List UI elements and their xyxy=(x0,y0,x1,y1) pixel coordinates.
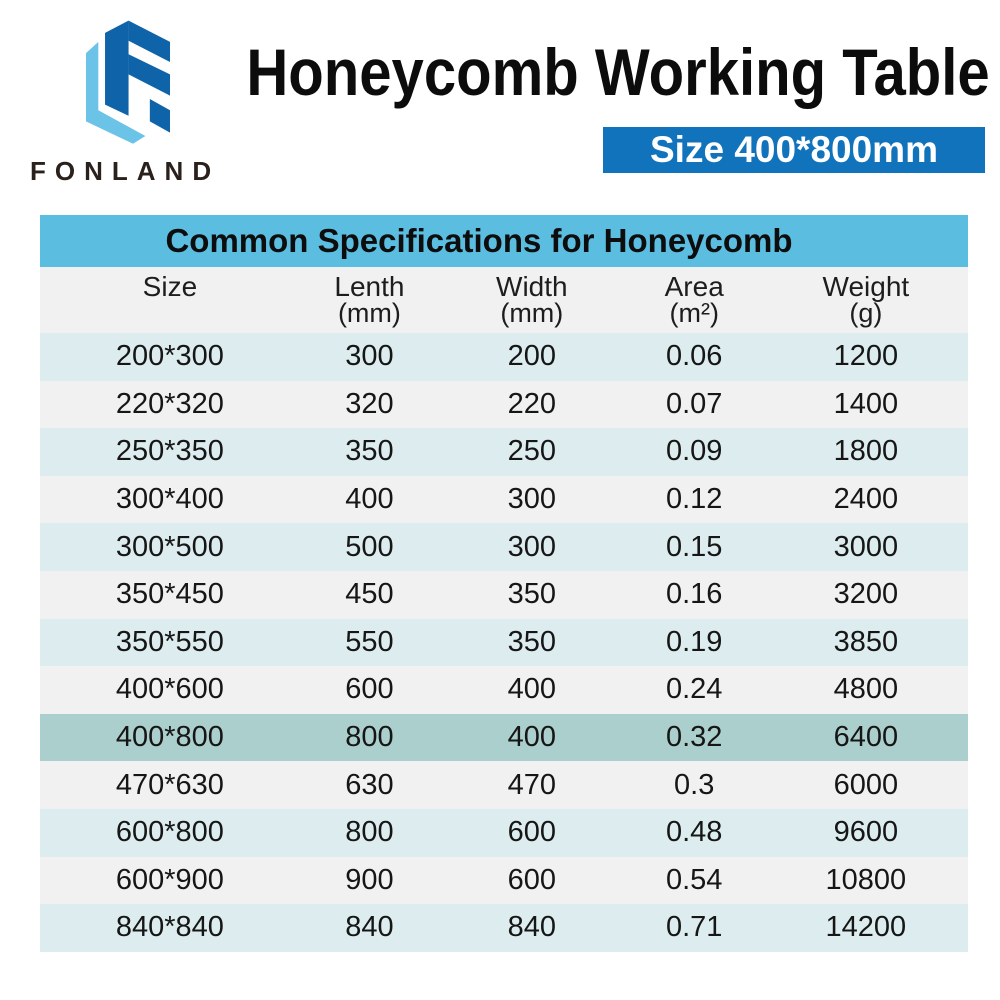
table-cell: 500 xyxy=(345,530,394,563)
table-cell: 220 xyxy=(507,387,556,420)
table-cell: 3200 xyxy=(833,578,899,611)
table-cell: 350 xyxy=(345,435,394,468)
column-header: Size xyxy=(142,271,198,302)
table-cell: 0.24 xyxy=(665,673,723,706)
table-cell: 630 xyxy=(345,768,394,801)
table-row xyxy=(40,571,968,619)
table-cell: 400*800 xyxy=(115,721,224,754)
table-cell: 300*500 xyxy=(115,530,224,563)
table-cell: 450 xyxy=(345,578,394,611)
table-cell: 550 xyxy=(345,625,394,658)
table-cell: 0.09 xyxy=(665,435,723,468)
table-cell: 2400 xyxy=(833,483,899,516)
table-cell: 600*900 xyxy=(115,863,224,896)
table-cell: 10800 xyxy=(825,863,907,896)
table-cell: 400 xyxy=(507,721,556,754)
table-cell: 1400 xyxy=(833,387,899,420)
table-cell: 6400 xyxy=(833,721,899,754)
page-title: Honeycomb Working Table xyxy=(246,35,990,109)
table-cell: 0.06 xyxy=(665,340,723,373)
table-row xyxy=(40,809,968,857)
table-cell: 0.07 xyxy=(665,387,723,420)
table-cell: 350 xyxy=(507,625,556,658)
table-cell: 400 xyxy=(345,483,394,516)
table-cell: 3850 xyxy=(833,625,899,658)
table-cell: 600 xyxy=(507,816,556,849)
table-row xyxy=(40,381,968,429)
table-cell: 600 xyxy=(507,863,556,896)
table-cell: 250*350 xyxy=(115,435,224,468)
table-cell: 350*450 xyxy=(115,578,224,611)
table-row xyxy=(40,666,968,714)
table-cell: 0.19 xyxy=(665,625,723,658)
table-cell: 840*840 xyxy=(115,911,224,944)
table-cell: 470 xyxy=(507,768,556,801)
table-cell: 300*400 xyxy=(115,483,224,516)
column-header: Weight (g) xyxy=(822,271,910,328)
table-cell: 6000 xyxy=(833,768,899,801)
table-cell: 1200 xyxy=(833,340,899,373)
table-cell: 470*630 xyxy=(115,768,224,801)
column-header: Area (m²) xyxy=(664,271,724,328)
table-cell: 800 xyxy=(345,816,394,849)
table-cell: 300 xyxy=(507,483,556,516)
table-cell: 300 xyxy=(345,340,394,373)
table-cell: 800 xyxy=(345,721,394,754)
table-cell: 0.12 xyxy=(665,483,723,516)
table-cell: 9600 xyxy=(833,816,899,849)
table-row xyxy=(40,857,968,905)
column-header: Lenth (mm) xyxy=(334,271,405,328)
table-cell: 4800 xyxy=(833,673,899,706)
table-cell: 840 xyxy=(507,911,556,944)
table-cell: 0.71 xyxy=(665,911,723,944)
table-row xyxy=(40,619,968,667)
table-cell: 220*320 xyxy=(115,387,224,420)
table-cell: 320 xyxy=(345,387,394,420)
table-cell: 0.3 xyxy=(674,768,715,801)
table-cell: 200*300 xyxy=(115,340,224,373)
table-cell: 0.16 xyxy=(665,578,723,611)
table-title: Common Specifications for Honeycomb xyxy=(40,215,968,267)
column-header-row xyxy=(40,267,968,333)
table-cell: 0.54 xyxy=(665,863,723,896)
table-cell: 600*800 xyxy=(115,816,224,849)
table-row xyxy=(40,714,968,762)
table-cell: 200 xyxy=(507,340,556,373)
table-cell: 3000 xyxy=(833,530,899,563)
table-cell: 1800 xyxy=(833,435,899,468)
table-cell: 0.32 xyxy=(665,721,723,754)
table-row xyxy=(40,333,968,381)
fonland-logo-icon xyxy=(68,15,188,155)
table-row xyxy=(40,523,968,571)
brand-name: FONLAND xyxy=(30,156,221,186)
table-cell: 300 xyxy=(507,530,556,563)
table-cell: 350 xyxy=(507,578,556,611)
table-row xyxy=(40,761,968,809)
column-header: Width (mm) xyxy=(496,271,568,328)
table-cell: 400 xyxy=(507,673,556,706)
table-cell: 0.15 xyxy=(665,530,723,563)
table-cell: 14200 xyxy=(825,911,907,944)
table-cell: 250 xyxy=(507,435,556,468)
table-row xyxy=(40,428,968,476)
size-badge: Size 400*800mm xyxy=(603,127,985,173)
table-cell: 900 xyxy=(345,863,394,896)
spec-table xyxy=(40,215,968,952)
table-cell: 0.48 xyxy=(665,816,723,849)
table-body xyxy=(40,333,968,952)
table-cell: 600 xyxy=(345,673,394,706)
table-row xyxy=(40,904,968,952)
table-row xyxy=(40,476,968,524)
table-cell: 400*600 xyxy=(115,673,224,706)
table-cell: 840 xyxy=(345,911,394,944)
table-cell: 350*550 xyxy=(115,625,224,658)
